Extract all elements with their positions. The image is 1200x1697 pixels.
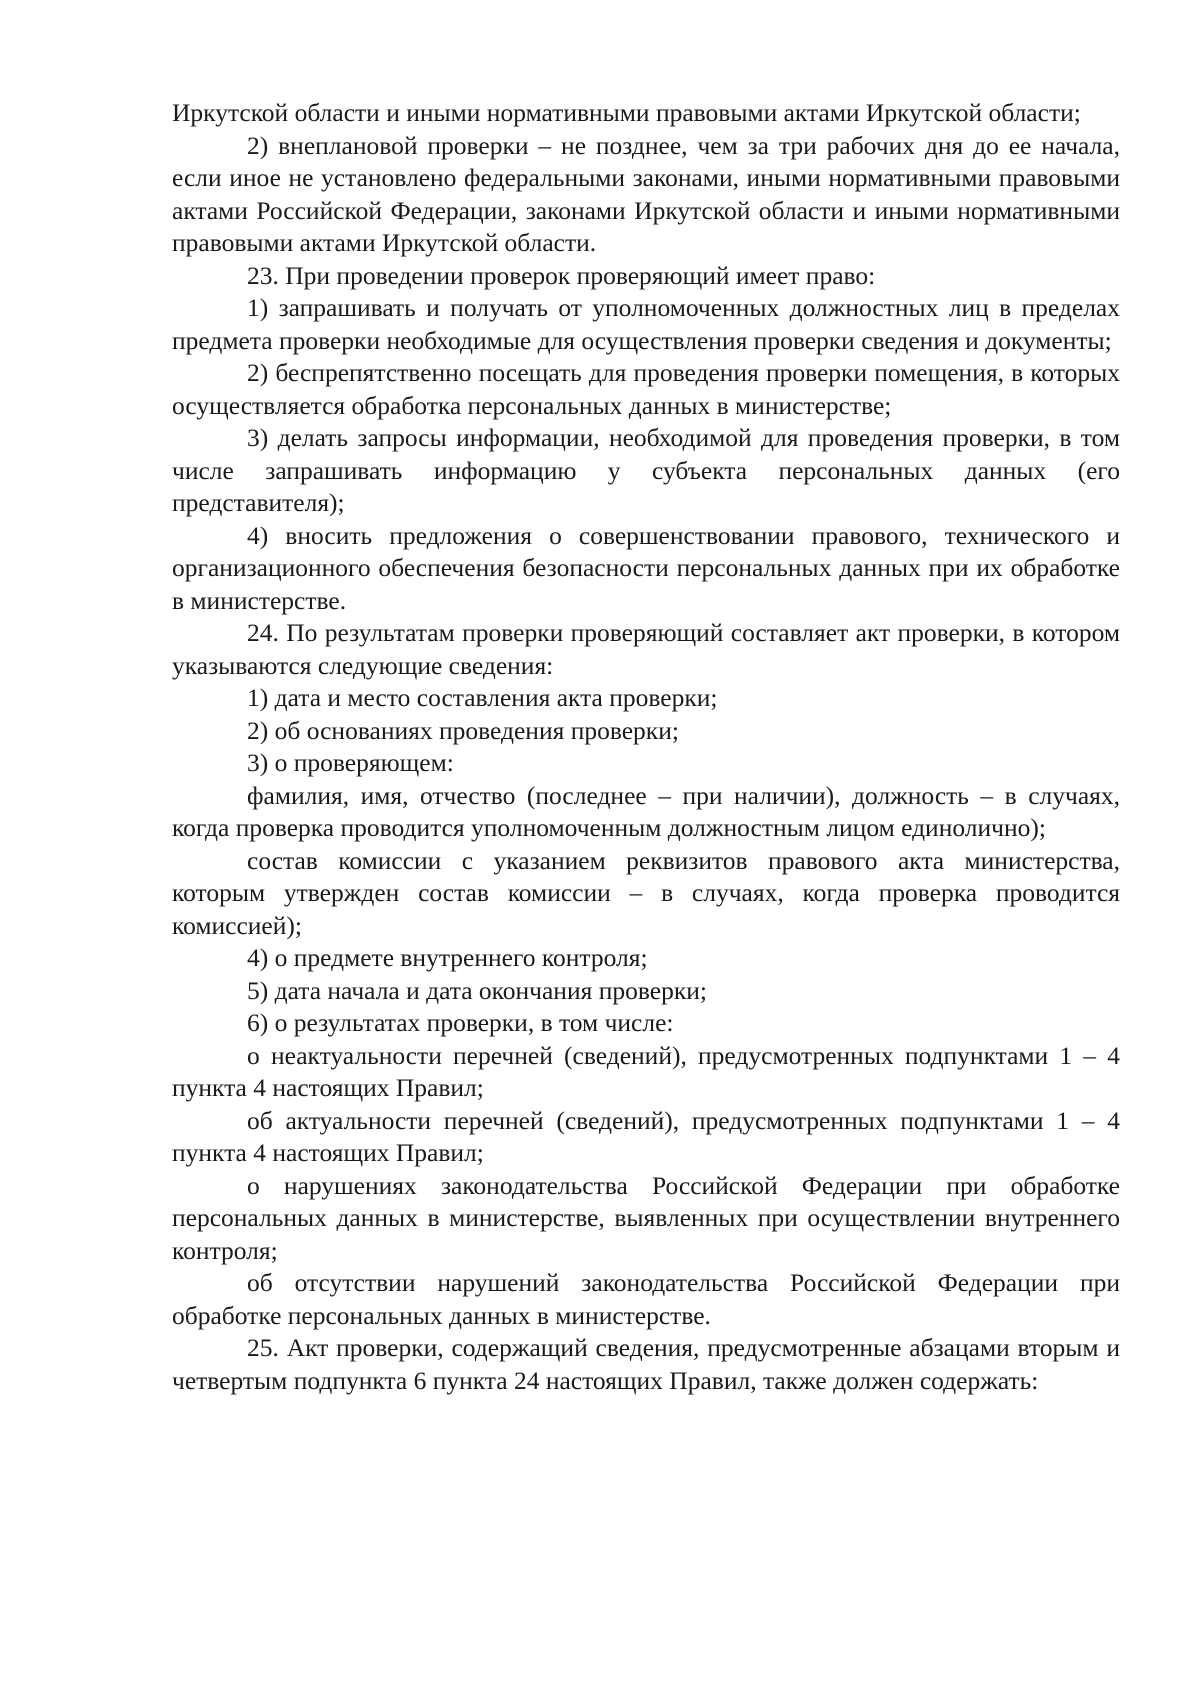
paragraph-24-item-3-commission: состав комиссии с указанием реквизитов правового акта министерства, которым утвержден состав комиссии – в случаях, когда проверка проводится комиссией); — [172, 845, 1120, 940]
paragraph-24-item-6-irrelevance: о неактуальности перечней (сведений), предусмотренных подпунктами 1 – 4 пункта 4 настоящих Правил; — [172, 1040, 1120, 1102]
paragraph-unscheduled-inspection: 2) внеплановой проверки – не позднее, чем за три рабочих дня до ее начала, если иное не установлено федеральными законами, иными нормативными правовыми актами Российской Федерации, законами Иркутской области и иными нормативными правовыми актами Иркутской области. — [172, 130, 1120, 257]
paragraph-23-item-4: 4) вносить предложения о совершенствовании правового, технического и организационного обеспечения безопасности персональных данных при их обработке в министерстве. — [172, 520, 1120, 615]
paragraph-24-item-3-fio: фамилия, имя, отчество (последнее – при наличии), должность – в случаях, когда проверка проводится уполномоченным должностным лицом единолично); — [172, 780, 1120, 842]
paragraph-23-item-1: 1) запрашивать и получать от уполномоченных должностных лиц в пределах предмета проверки необходимые для осуществления проверки сведения и документы; — [172, 293, 1120, 355]
paragraph-section-25: 25. Акт проверки, содержащий сведения, предусмотренные абзацами вторым и четвертым подпункта 6 пункта 24 настоящих Правил, также должен содержать: — [172, 1333, 1120, 1395]
paragraph-24-item-6-no-violations: об отсутствии нарушений законодательства Российской Федерации при обработке персональных данных в министерстве. — [172, 1268, 1120, 1330]
paragraph-section-23: 23. При проведении проверок проверяющий имеет право: — [247, 260, 876, 290]
paragraph-24-item-6-relevance: об актуальности перечней (сведений), предусмотренных подпунктами 1 – 4 пункта 4 настоящих Правил; — [172, 1105, 1120, 1167]
paragraph-24-item-6: 6) о результатах проверки, в том числе: — [247, 1008, 674, 1037]
paragraph-24-item-3: 3) о проверяющем: — [247, 748, 454, 777]
document-page — [172, 97, 1120, 1397]
paragraph-continuation: Иркутской области и иными нормативными правовыми актами Иркутской области; — [172, 98, 1081, 127]
paragraph-24-item-5: 5) дата начала и дата окончания проверки; — [247, 975, 707, 1005]
paragraph-23-item-2: 2) беспрепятственно посещать для проведения проверки помещения, в которых осуществляется обработка персональных данных в министерстве; — [172, 358, 1120, 420]
paragraph-24-item-6-violations: о нарушениях законодательства Российской Федерации при обработке персональных данных в министерстве, выявленных при осуществлении внутреннего контроля; — [172, 1170, 1120, 1265]
paragraph-24-item-2: 2) об основаниях проведения проверки; — [247, 715, 679, 745]
paragraph-section-24: 24. По результатам проверки проверяющий составляет акт проверки, в котором указываются следующие сведения: — [172, 618, 1120, 680]
paragraph-23-item-3: 3) делать запросы информации, необходимой для проведения проверки, в том числе запрашивать информацию у субъекта персональных данных (его представителя); — [172, 423, 1120, 517]
paragraph-24-item-4: 4) о предмете внутреннего контроля; — [247, 943, 648, 972]
paragraph-24-item-1: 1) дата и место составления акта проверки; — [247, 683, 718, 712]
